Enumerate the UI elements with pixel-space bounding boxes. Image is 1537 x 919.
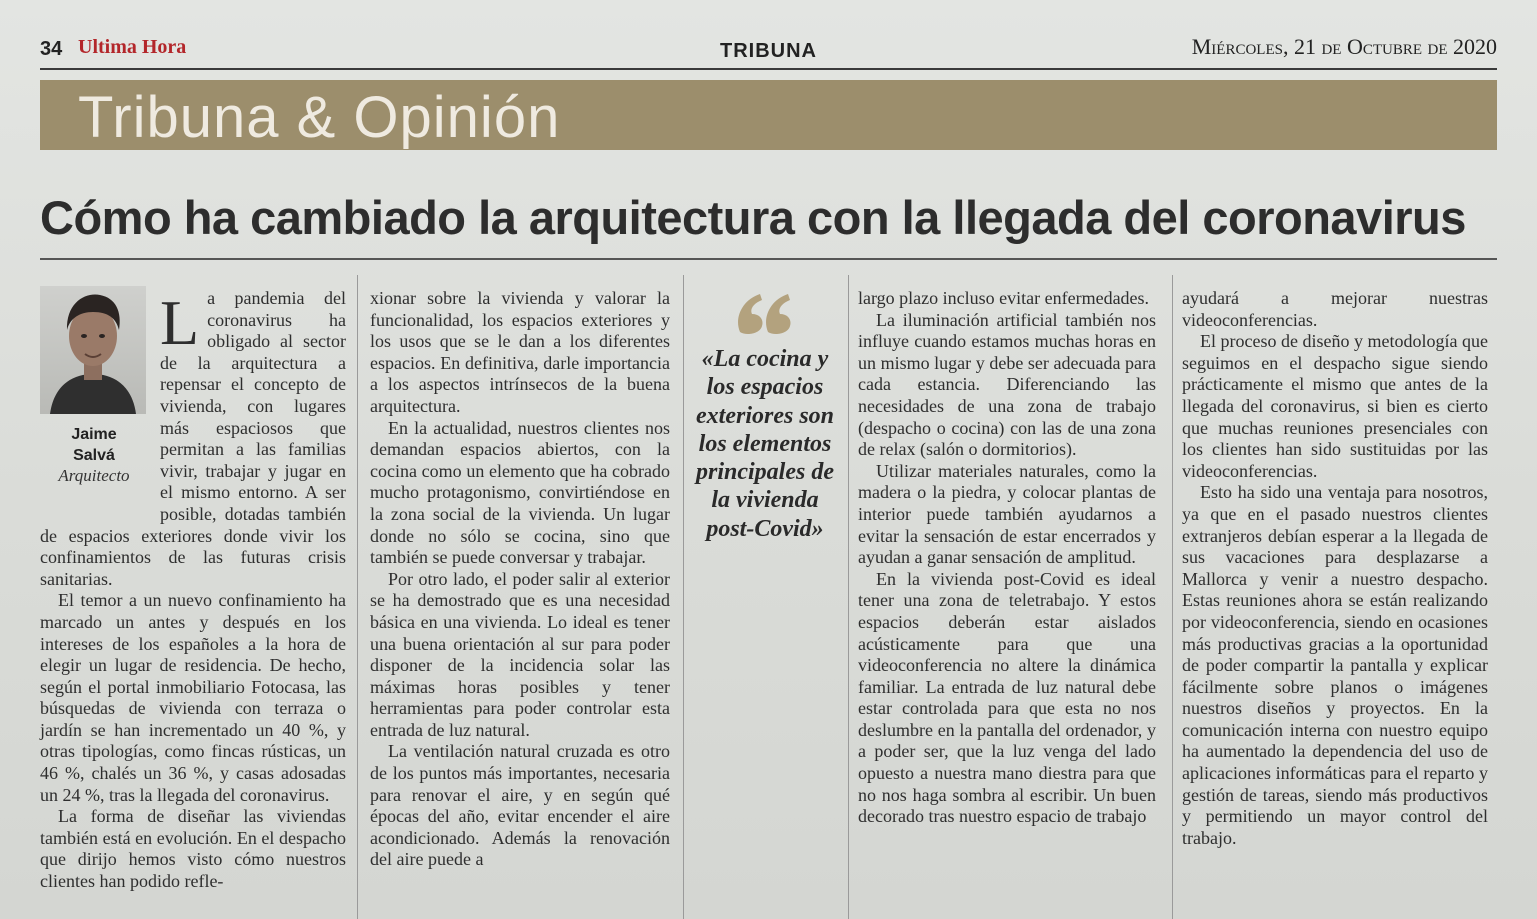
article-paragraph: Por otro lado, el poder salir al exterior se ha demostrado que es una necesidad básica en una vivienda. Lo ideal es tener una buena orientación al sur para poder disponer de la incidencia solar las máximas horas posibles y tener herramientas para poder controlar esta entrada de luz natural.: [370, 568, 670, 740]
column-divider: [683, 275, 684, 919]
article-paragraph: Utilizar materiales naturales, como la madera o la piedra, y colocar plantas de interior puede también ayudarnos a evitar la sensación de estar encerrados y ayudan a ganar sensación de amplitud.: [858, 460, 1156, 568]
article-headline: Cómo ha cambiado la arquitectura con la llegada del coronavirus: [40, 191, 1466, 244]
page-number: 34: [40, 38, 63, 60]
article-paragraph: xionar sobre la vivienda y valorar la funcionalidad, los espacios exteriores y los usos que se le dan a los diferentes espacios. En definitiva, darle importancia a los aspectos intrínsecos de la buena arquitectura.: [370, 288, 670, 416]
article-column-3: [858, 288, 1156, 828]
author-box-spacer: [40, 288, 160, 514]
article-paragraph: El temor a un nuevo confinamiento ha marcado un antes y después en los intereses de los españoles a la hora de elegir un lugar de residencia. De hecho, según el portal inmobiliario Fotocasa, las búsquedas de vivienda con terraza o jardín se han incrementado un 40 %, y otras tipologías, como fincas rústicas, un 46 %, chalés un 36 %, y casas adosadas un 24 %, tras la llegada del coronavirus.: [40, 590, 346, 805]
article-column-1: [40, 288, 346, 893]
issue-date: Miércoles, 21 de Octubre de 2020: [1191, 34, 1497, 59]
article-paragraph: La forma de diseñar las viviendas también está en evolución. En el despacho que dirijo hemos visto cómo nuestros clientes han podido refle-: [40, 806, 346, 892]
article-paragraph: La ventilación natural cruzada es otro de los puntos más importantes, necesaria para renovar el aire, y en según qué épocas del año, evitar encender el aire acondicionado. Además la renovación del aire puede a: [370, 741, 670, 870]
article-column-2: [370, 288, 670, 871]
drop-cap: L: [160, 287, 200, 358]
headline-rule: [40, 258, 1497, 260]
author-role: Arquitecto: [58, 466, 130, 485]
column-divider: [357, 275, 358, 919]
section-banner: [40, 80, 1497, 150]
column-divider: [848, 275, 849, 919]
article-paragraph: En la vivienda post-Covid es ideal tener una zona de teletrabajo. Y estos espacios deberán estar aislados acústicamente para que una videoconferencia no altere la dinámica familiar. La entrada de luz natural debe estar controlada para que esta no nos deslumbre en la pantalla del ordenador, y a poder ser, que la luz venga del lado opuesto a nuestra mano diestra para que no nos haga sombra al escribir. Un buen decorado tras nuestro espacio de trabajo: [858, 568, 1156, 827]
column-divider: [1172, 275, 1173, 919]
article-paragraph: ayudará a mejorar nuestras videoconferencias.: [1182, 288, 1488, 330]
section-name: TRIBUNA: [720, 40, 817, 62]
paragraph-text: a pandemia del coronavirus ha obligado al sector de la arquitectura a repensar el concepto de vivienda, con lugares más espaciosos que permitan a las familias vivir, trabajar y jugar en el mismo entorno. A ser posible, dotadas también de espacios exteriores donde vivir los confinamientos de las futuras crisis sanitarias.: [40, 288, 346, 589]
banner-title: Tribuna & Opinión: [78, 85, 561, 150]
article-paragraph: largo plazo incluso evitar enfermedades.: [858, 288, 1150, 308]
page-header: [40, 30, 1497, 70]
newspaper-name: Ultima Hora: [78, 36, 187, 58]
article-paragraph: Esto ha sido una ventaja para nosotros, ya que en el pasado nuestros clientes extranjeros debían esperar a la llegada de sus vacaciones para desplazarse a Mallorca y venir a nuestro despacho. Estas reuniones ahora se están realizando por videoconferencia, siendo en ocasiones más productivas gracias a la oportunidad de poder compartir la pantalla y explicar fácilmente sobre planos o imágenes nuestros diseños y proyectos. En la comunicación interna con nuestro equipo ha aumentado la dependencia del uso de aplicaciones informáticas para el reparto y gestión de tareas, siendo más productivos y permitiendo un mayor control del trabajo.: [1182, 482, 1488, 848]
quote-mark-icon: [736, 288, 794, 334]
pull-quote: «La cocina y los espacios exteriores son los elementos principales de la vivienda post-Covid»: [696, 346, 834, 542]
article-paragraph: En la actualidad, nuestros clientes nos demandan espacios abiertos, con la cocina como un elemento que ha cobrado mucho protagonismo, convirtiéndose en la zona social de la vivienda. Un lugar donde no sólo se cocina, sino que también se puede conversar y trabajar.: [370, 417, 670, 568]
author-last-name: Salvá: [73, 447, 115, 464]
article-column-4: [1182, 288, 1488, 849]
article-paragraph: El proceso de diseño y metodología que seguimos en el despacho sigue siendo prácticamente el mismo que antes de la llegada del coronavirus, si bien es cierto que muchas reuniones presenciales con los clientes han sido sustituidas por las videoconferencias.: [1182, 331, 1488, 481]
article-paragraph: La iluminación artificial también nos influye cuando estamos muchas horas en un mismo lugar y debe ser adecuada para cada estancia. Diferenciando las necesidades de una zona de trabajo (despacho o cocina) con las de una zona de relax (salón o dormitorios).: [858, 309, 1156, 460]
author-first-name: Jaime: [71, 426, 117, 443]
